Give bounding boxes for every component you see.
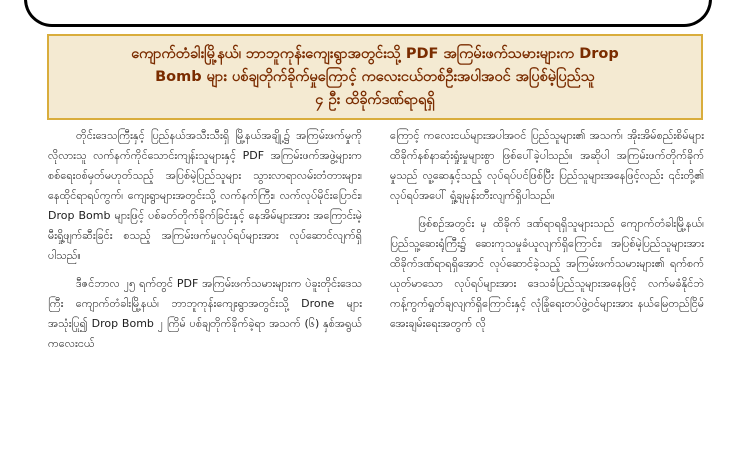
article-body xyxy=(48,126,704,460)
top-frame-border xyxy=(24,0,712,27)
headline-line-1: ကျောက်တံခါးမြို့နယ်၊ ဘာဘူကုန်းကျေးရွာအတွင်းသို့ PDF အကြမ်းဖက်သမားများက Drop xyxy=(131,45,619,62)
article-paragraph: ဖြစ်စဉ်အတွင်း မှ ထိခိုက် ဒဏ်ရာရရှိသူများသည် ကျောက်တံခါးမြို့နယ်၊ ပြည်သူ့ဆေးရုံကြီး၌ ဆေးကုသမှုခံယူလျက်ရှိကြောင်း၊ အပြစ်မဲ့ပြည်သူများအား ထိခိုက်ဒဏ်ရာရရှိအောင် လုပ်ဆောင်ခဲ့သည့် အကြမ်းဖက်သမားများ၏ ရက်စက်ယုတ်မာသော လုပ်ရပ်များအား ဒေသခံပြည်သူများအနေဖြင့် လက်မခံနိုင်ဘဲ ကန့်ကွက်ရှုတ်ချလျက်ရှိကြောင်းနှင့် လုံခြုံရေးတပ်ဖွဲ့ဝင်များအား နယ်မြေတည်ငြိမ်အေးချမ်းရေးအတွက် လို xyxy=(390,217,704,330)
headline-box xyxy=(47,34,703,120)
headline-line-2: Bomb များ ပစ်ချတိုက်ခိုက်မှုကြောင့် ကလေးငယ်တစ်ဦးအပါအဝင် အပြစ်မဲ့ပြည်သူ xyxy=(155,68,595,85)
headline-line-3: ၄ ဦး ထိခိုက်ဒဏ်ရာရရှိ xyxy=(315,91,435,108)
article-column-right xyxy=(390,126,704,460)
article-paragraph: တိုင်းဒေသကြီးနှင့် ပြည်နယ်အသီးသီးရှိ မြို့နယ်အချို့၌ အကြမ်းဖက်မှုကိုလိုလားသူ လက်နက်ကိုင်သောင်းကျန်းသူများနှင့် PDF အကြမ်းဖက်အဖွဲ့များက စစ်ရေးဝစ်မှတ်မဟုတ်သည့် အပြစ်မဲ့ပြည်သူများ သွားလာရာလမ်းတံတားများ၊ နေထိုင်ရာရပ်ကွက်၊ ကျေးရွာများအတွင်းသို့ လက်နက်ကြီး၊ လက်လုပ်မိုင်းပြောင်း၊ Drop Bomb များဖြင့် ပစ်ခတ်တိုက်ခိုက်ခြင်းနှင့် နေအိမ်များအား အကြောင်းမဲ့မီးရှို့ဖျက်ဆီးခြင်း စသည့် အကြမ်းဖက်မှုလုပ်ရပ်များအား လုပ်ဆောင်လျက်ရှိပါသည်။ xyxy=(48,129,362,262)
article-column-left xyxy=(48,126,362,460)
article-paragraph: ကြောင့် ကလေးငယ်များအပါအဝင် ပြည်သူများ၏ အသက်၊ အိုးအိမ်စည်းစိမ်များ ထိခိုက်နစ်နာဆုံးရှုံးမှုများစွာ ဖြစ်ပေါ်ခဲ့ပါသည်။ အဆိုပါ အကြမ်းဖက်တိုက်ခိုက်မှုသည် လူ့ဆေနှင့်သည့် လုပ်ရပ်ပင်ဖြစ်ပြီး ပြည်သူများအနေဖြင့်လည်း ၎င်းတို့၏ လုပ်ရပ်အပေါ် ရှုံ့ချမုန်းတီးလျက်ရှိပါသည်။ xyxy=(390,129,704,202)
article-paragraph: ဒီဇင်ဘာလ ၂၅ ရက်တွင် PDF အကြမ်းဖက်သမားများက ပဲခူးတိုင်းဒေသကြီး ကျောက်တံခါးမြို့နယ်၊ ဘာဘူကုန်းကျေးရွာအတွင်းသို့ Drone များအသုံးပြု၍ Drop Bomb ၂ ကြိမ် ပစ်ချတိုက်ခိုက်ခဲ့ရာ အသက် (၆) နှစ်အရွယ် ကလေးငယ် xyxy=(48,277,362,350)
